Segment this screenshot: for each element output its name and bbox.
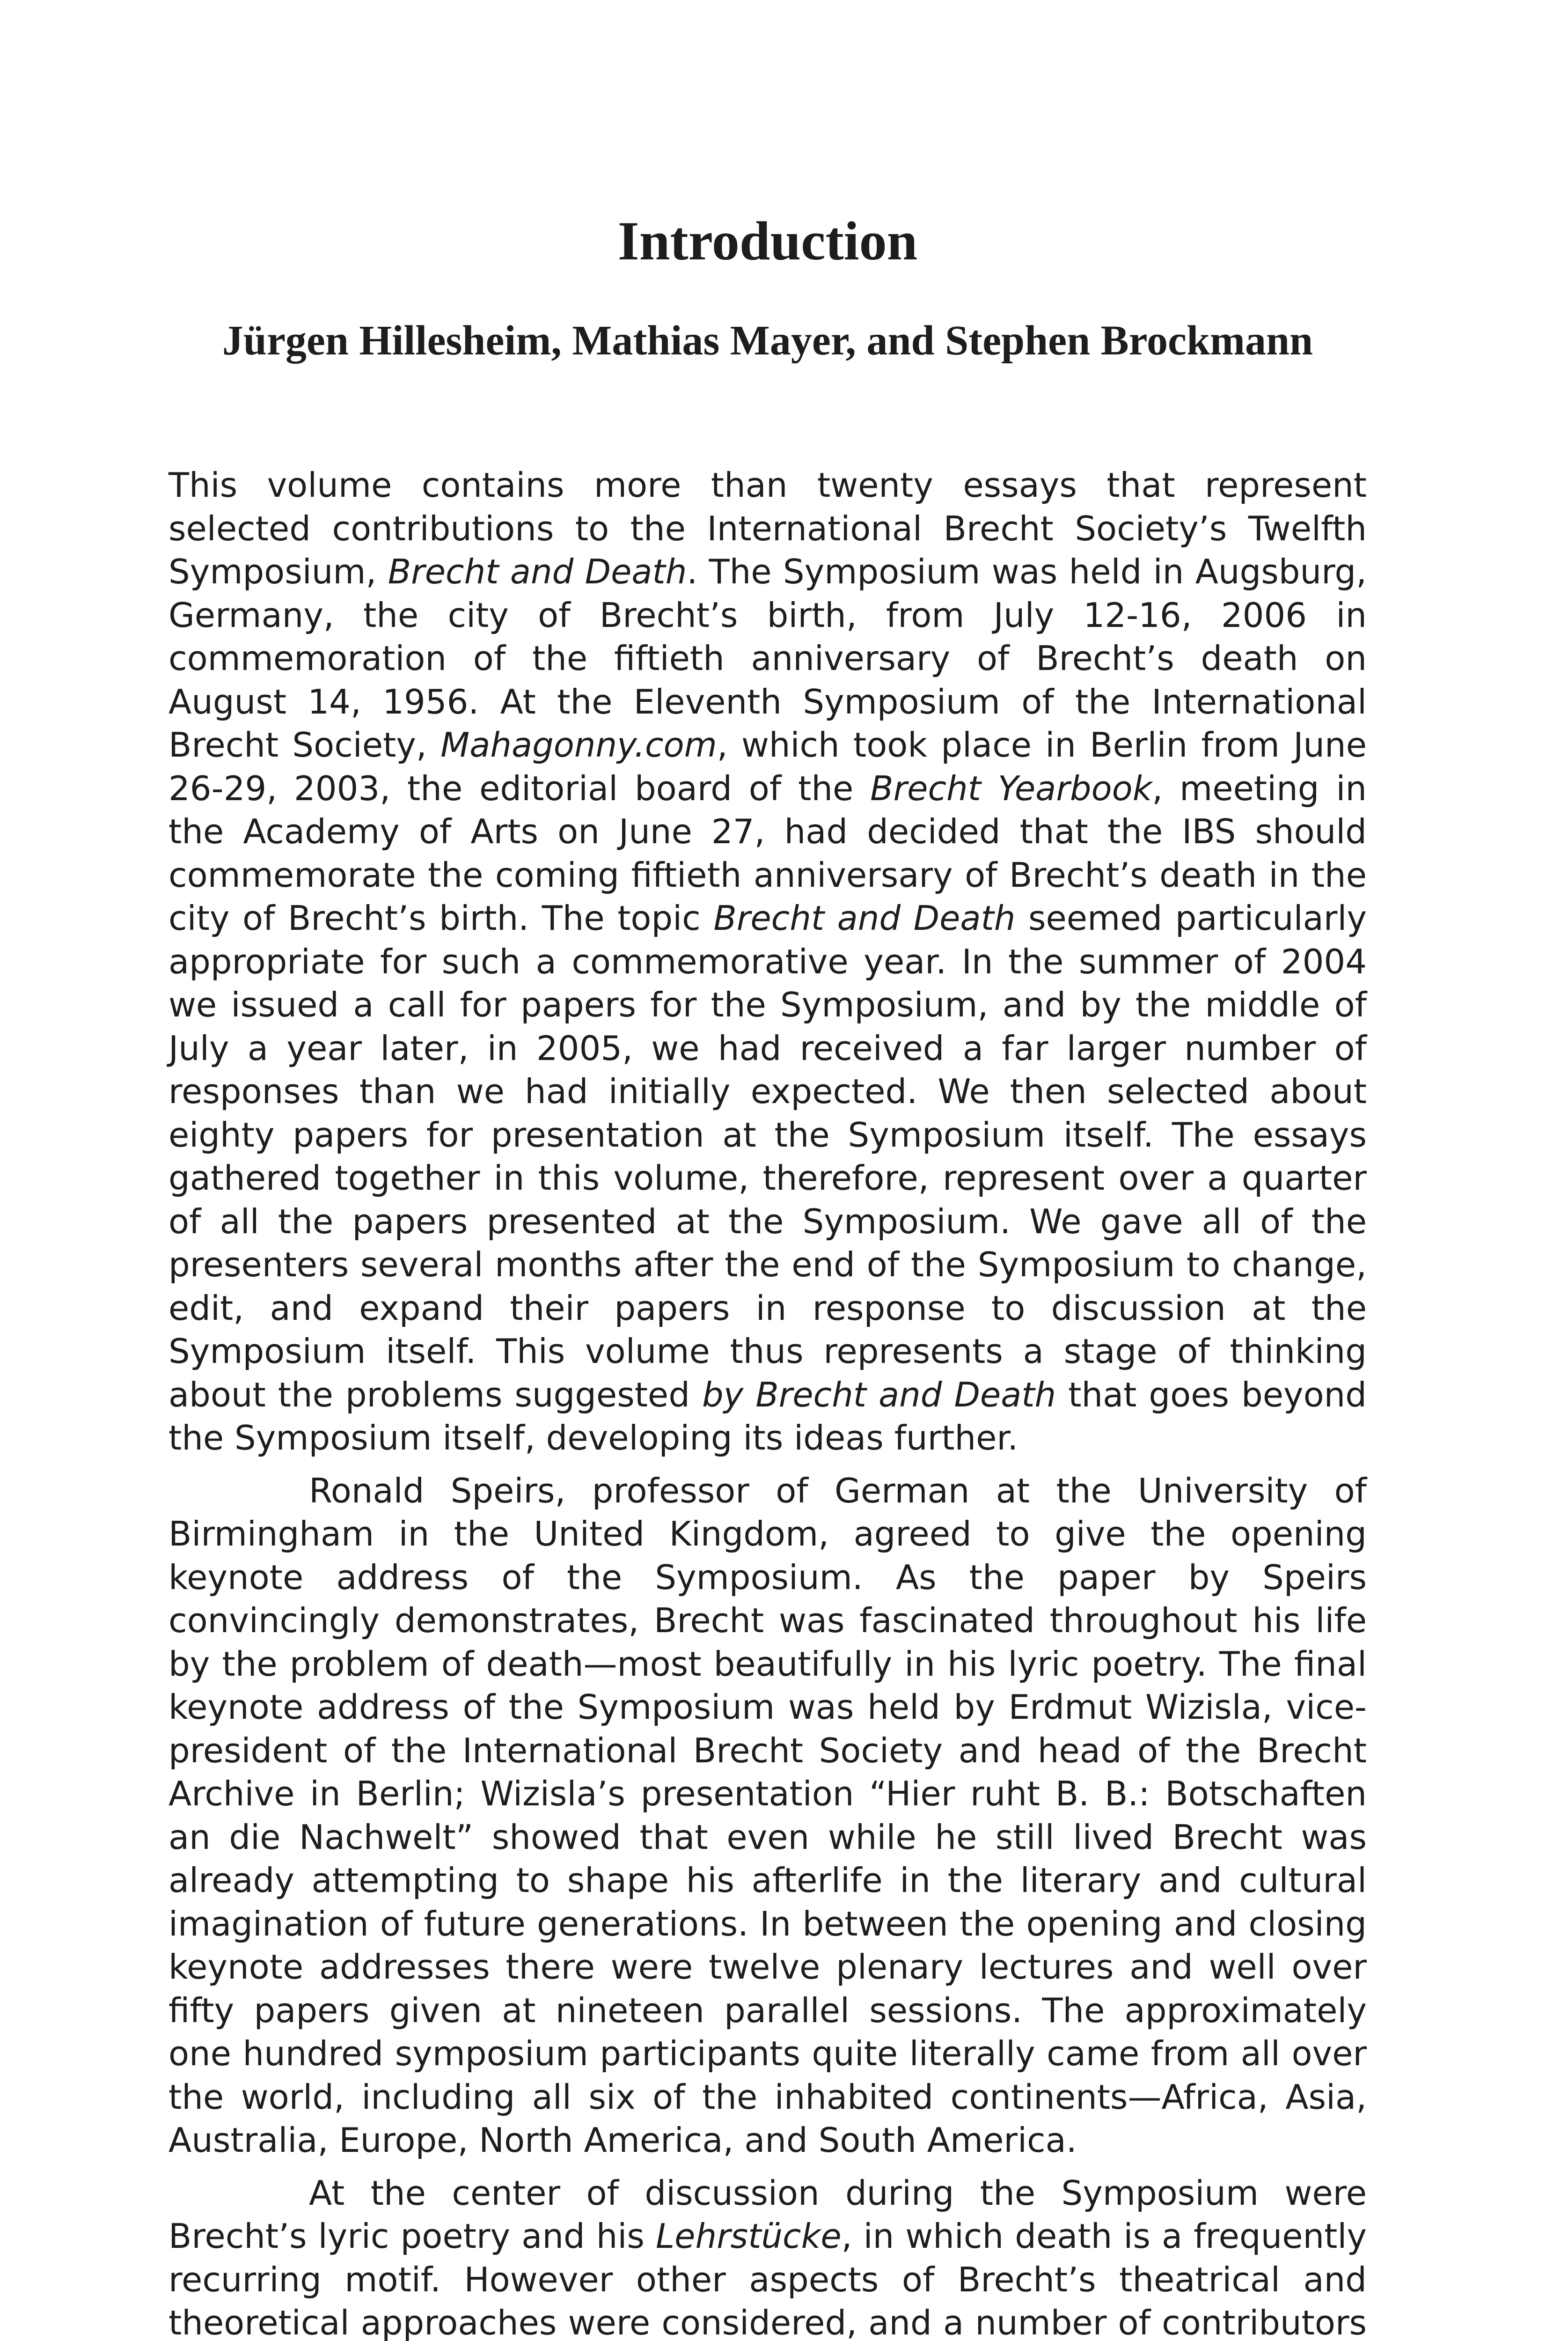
paragraph-3-text: , in which death is a frequently recurring motif. However other aspects of Brecht’s theatrical and theoretical approaches were considered, and a number of contributors	[169, 2216, 1367, 2341]
paragraph-2: Ronald Speirs, professor of German at the University of Birmingham in the United Kingdom, agreed to give the opening keynote address of the Symposium. As the paper by Speirs convincingly demonstrates, Brecht was fascinated throughout his life by the problem of death—most beautifully in his lyric poetry. The final keynote address of the Symposium was held by Erdmut Wizisla, vice-president of the International Brecht Society and head of the Brecht Archive in Berlin; Wizisla’s presentation “Hier ruht B. B.: Botschaften an die Nachwelt” showed that even while he still lived Brecht was already attempting to shape his afterlife in the literary and cultural imagination of future generations. In between the opening and closing keynote addresses there were twelve plenary lectures and well over fifty papers given at nineteen parallel sessions. The approximately one hundred symposium participants quite literally came from all over the world, including all six of the inhabited continents—Africa, Asia, Australia, Europe, North America, and South America.	[169, 1471, 1367, 2160]
document-page	[169, 0, 1367, 2341]
paragraph-1	[169, 464, 1367, 1460]
paragraph-1-text: , which took place in Berlin from June 26-29, 2003, the editorial board of the	[169, 725, 1367, 808]
title-by-brecht-and-death: by Brecht and Death	[702, 1375, 1056, 1414]
title-brecht-and-death: Brecht and Death	[713, 898, 1016, 938]
paragraph-1-text: This volume contains more than twenty essays that represent selected contributions to the International Brecht Society’s Twelfth Symposium,	[169, 465, 1367, 591]
body-text	[169, 464, 1367, 2341]
paragraph-1-text: seemed particularly appropriate for such a commemorative year. In the summer of 2004 we issued a call for papers for the Symposium, and by the middle of July a year later, in 2005, we had received a far larger number of responses than we had initially expected. We then selected about eighty papers for presentation at the Symposium itself. The essays gathered together in this volume, therefore, represent over a quarter of all the papers presented at the Symposium. We gave all of the presenters several months after the end of the Symposium to change, edit, and expand their papers in response to discussion at the Symposium itself. This volume thus represents a stage of thinking about the problems suggested	[169, 898, 1367, 1414]
title-brecht-and-death: Brecht and Death	[388, 552, 687, 591]
paragraph-1-text: . The Symposium was held in Augsburg, Germany, the city of Brecht’s birth, from July 12-16, 2006 in commemoration of the fiftieth anniversary of Brecht’s death on August 14, 1956. At the Eleventh Symposium of the International Brecht Society,	[169, 552, 1367, 765]
chapter-authors: Jürgen Hillesheim, Mathias Mayer, and Stephen Brockmann	[222, 317, 1313, 364]
chapter-title: Introduction	[617, 210, 918, 272]
term-lehrstuecke: Lehrstücke	[656, 2216, 842, 2256]
title-mahagonny-com: Mahagonny.com	[440, 725, 717, 765]
paragraph-1-text: , meeting in the Academy of Arts on June 27, had decided that the IBS should commemorate the coming fiftieth anniversary of Brecht’s death in the city of Brecht’s birth. The topic	[169, 768, 1367, 938]
title-brecht-yearbook: Brecht Yearbook	[870, 768, 1152, 808]
paragraph-3	[169, 2172, 1367, 2341]
paragraph-3-text: At the center of discussion during the Symposium were Brecht’s lyric poetry and his	[169, 2173, 1367, 2256]
paragraph-1-text: that goes beyond the Symposium itself, developing its ideas further.	[169, 1375, 1367, 1458]
